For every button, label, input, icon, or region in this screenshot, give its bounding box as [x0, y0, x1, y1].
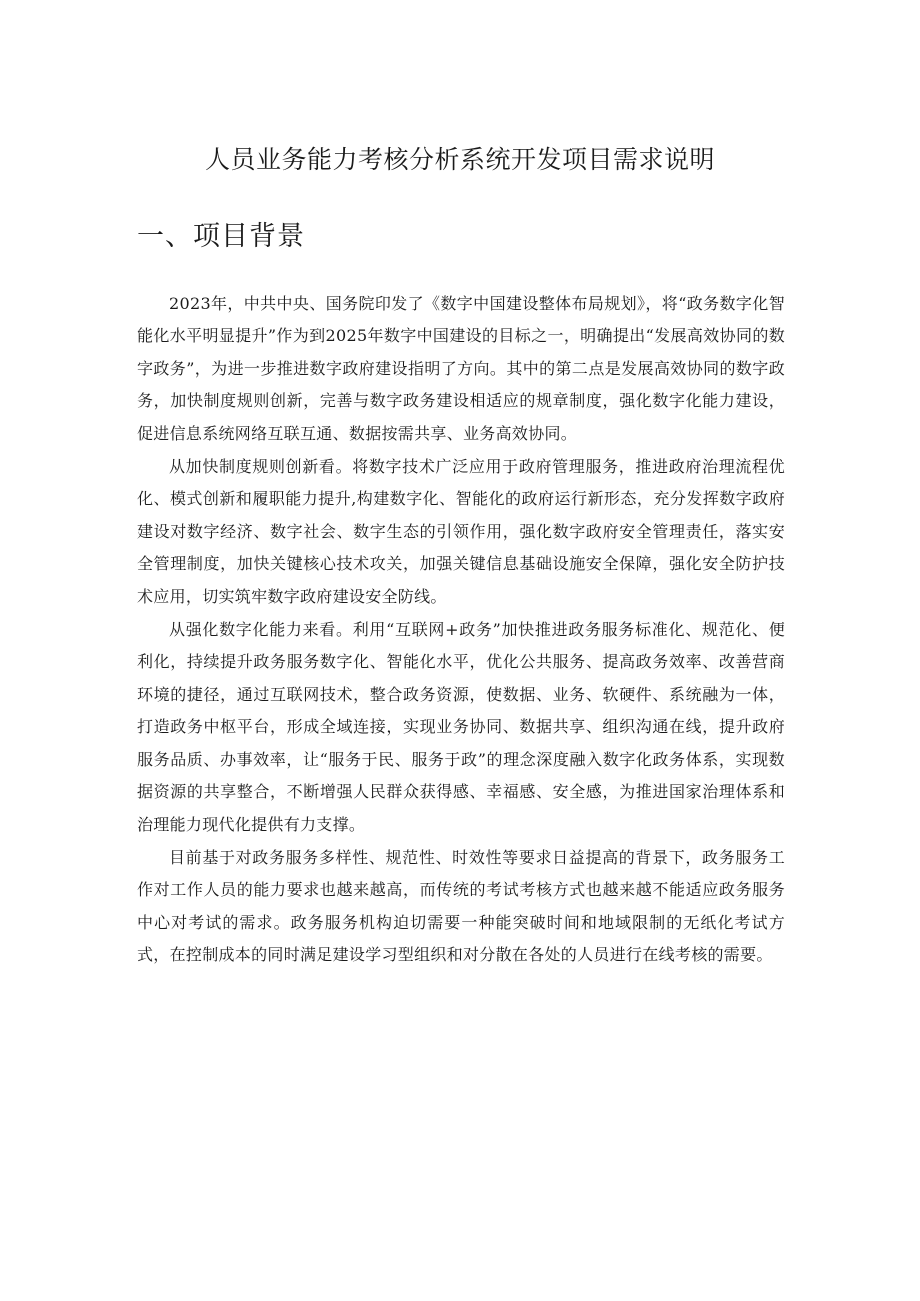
paragraph: 从加快制度规则创新看。将数字技术广泛应用于政府管理服务，推进政府治理流程优化、模式创新和履职能力提升,构建数字化、智能化的政府运行新形态，充分发挥数字政府建设对数字经济、数字社会、数字生态的引领作用，强化数字政府安全管理责任，落实安全管理制度，加快关键核心技术攻关，加强关键信息基础设施安全保障，强化安全防护技术应用，切实筑牢数字政府建设安全防线。 — [137, 457, 785, 606]
paragraph: 从强化数字化能力来看。利用“互联网+政务”加快推进政务服务标准化、规范化、便利化，持续提升政务服务数字化、智能化水平，优化公共服务、提高政务效率、改善营商环境的捷径，通过互联网技术，整合政务资源，使数据、业务、软硬件、系统融为一体，打造政务中枢平台，形成全域连接，实现业务协同、数据共享、组织沟通在线，提升政府服务品质、办事效率，让“服务于民、服务于政”的理念深度融入数字化政务体系，实现数据资源的共享整合，不断增强人民群众获得感、幸福感、安全感，为推进国家治理体系和治理能力现代化提供有力支撑。 — [137, 620, 785, 834]
section-body — [137, 288, 785, 973]
document-title: 人员业务能力考核分析系统开发项目需求说明 — [204, 145, 715, 174]
paragraph: 目前基于对政务服务多样性、规范性、时效性等要求日益提高的背景下，政务服务工作对工作人员的能力要求也越来越高，而传统的考试考核方式也越来越不能适应政务服务中心对考试的需求。政务服务机构迫切需要一种能突破时间和地域限制的无纸化考试方式，在控制成本的同时满足建设学习型组织和对分散在各处的人员进行在线考核的需要。 — [137, 847, 785, 965]
paragraph: 2023年，中共中央、国务院印发了《数字中国建设整体布局规划》，将“政务数字化智能化水平明显提升”作为到2025年数字中国建设的目标之一，明确提出“发展高效协同的数字政务”，为进一步推进数字政府建设指明了方向。其中的第二点是发展高效协同的数字政务，加快制度规则创新，完善与数字政务建设相适应的规章制度，强化数字化能力建设，促进信息系统网络互联互通、数据按需共享、业务高效协同。 — [137, 294, 785, 443]
section-heading-background: 一、项目背景 — [137, 221, 305, 252]
